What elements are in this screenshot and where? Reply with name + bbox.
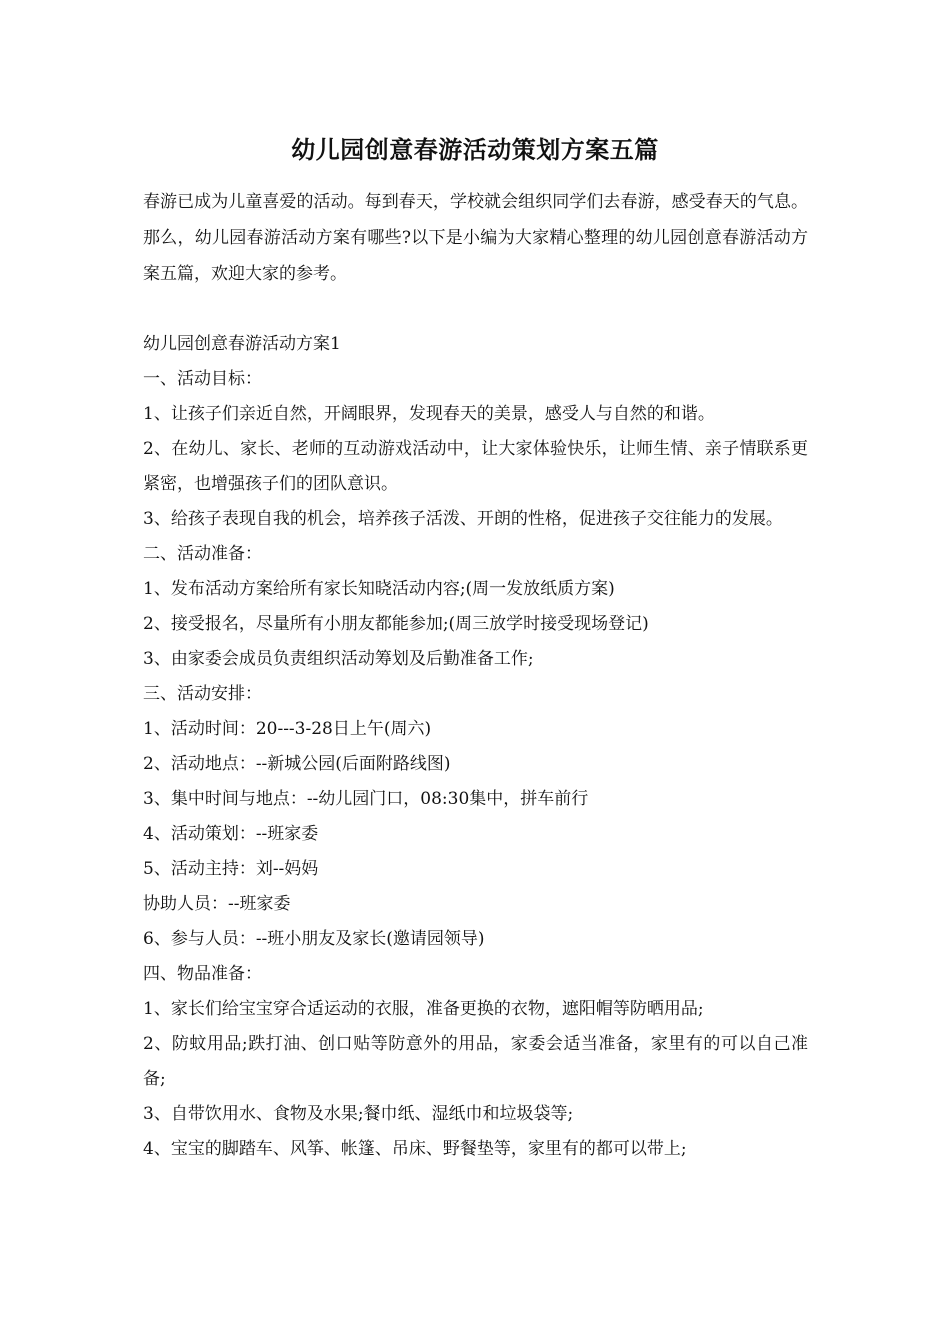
paragraph-line: 1、发布活动方案给所有家长知晓活动内容;(周一发放纸质方案) [143, 579, 615, 599]
paragraph-line: 4、活动策划：--班家委 [143, 824, 319, 844]
paragraph-line: 1、家长们给宝宝穿合适运动的衣服，准备更换的衣物，遮阳帽等防晒用品; [143, 999, 704, 1019]
document-title: 幼儿园创意春游活动策划方案五篇 [291, 136, 659, 164]
section-heading: 幼儿园创意春游活动方案1 [143, 334, 341, 354]
paragraph-line: 6、参与人员：--班小朋友及家长(邀请园领导) [143, 929, 485, 949]
subsection-heading: 三、活动安排： [143, 684, 262, 704]
document-body [143, 327, 808, 1167]
paragraph-line: 2、接受报名，尽量所有小朋友都能参加;(周三放学时接受现场登记) [143, 614, 649, 634]
paragraph-line: 2、活动地点：--新城公园(后面附路线图) [143, 754, 451, 774]
paragraph-line: 3、给孩子表现自我的机会，培养孩子活泼、开朗的性格，促进孩子交往能力的发展。 [143, 509, 783, 529]
paragraph-line: 2、在幼儿、家长、老师的互动游戏活动中，让大家体验快乐，让师生情、亲子情联系更紧密，也增强孩子们的团队意识。 [143, 439, 808, 494]
paragraph-line: 5、活动主持：刘--妈妈 [143, 859, 319, 879]
subsection-heading: 四、物品准备： [143, 964, 262, 984]
paragraph-line: 1、活动时间：20---3-28日上午(周六) [143, 719, 432, 739]
paragraph-line: 3、集中时间与地点：--幼儿园门口，08:30集中，拼车前行 [143, 789, 589, 809]
paragraph-line: 2、防蚊用品;跌打油、创口贴等防意外的用品，家委会适当准备，家里有的可以自己准备; [143, 1034, 808, 1089]
subsection-heading: 一、活动目标： [143, 369, 262, 389]
paragraph-line: 3、由家委会成员负责组织活动筹划及后勤准备工作; [143, 649, 534, 669]
paragraph-line: 协助人员：--班家委 [143, 894, 291, 914]
paragraph-line: 1、让孩子们亲近自然，开阔眼界，发现春天的美景，感受人与自然的和谐。 [143, 404, 715, 424]
paragraph-line: 4、宝宝的脚踏车、风筝、帐篷、吊床、野餐垫等，家里有的都可以带上; [143, 1139, 687, 1159]
paragraph-line: 3、自带饮用水、食物及水果;餐巾纸、湿纸巾和垃圾袋等; [143, 1104, 574, 1124]
subsection-heading: 二、活动准备： [143, 544, 262, 564]
intro-paragraph: 春游已成为儿童喜爱的活动。每到春天，学校就会组织同学们去春游，感受春天的气息。那么，幼儿园春游活动方案有哪些?以下是小编为大家精心整理的幼儿园创意春游活动方案五篇，欢迎大家的参考。 [143, 192, 808, 284]
